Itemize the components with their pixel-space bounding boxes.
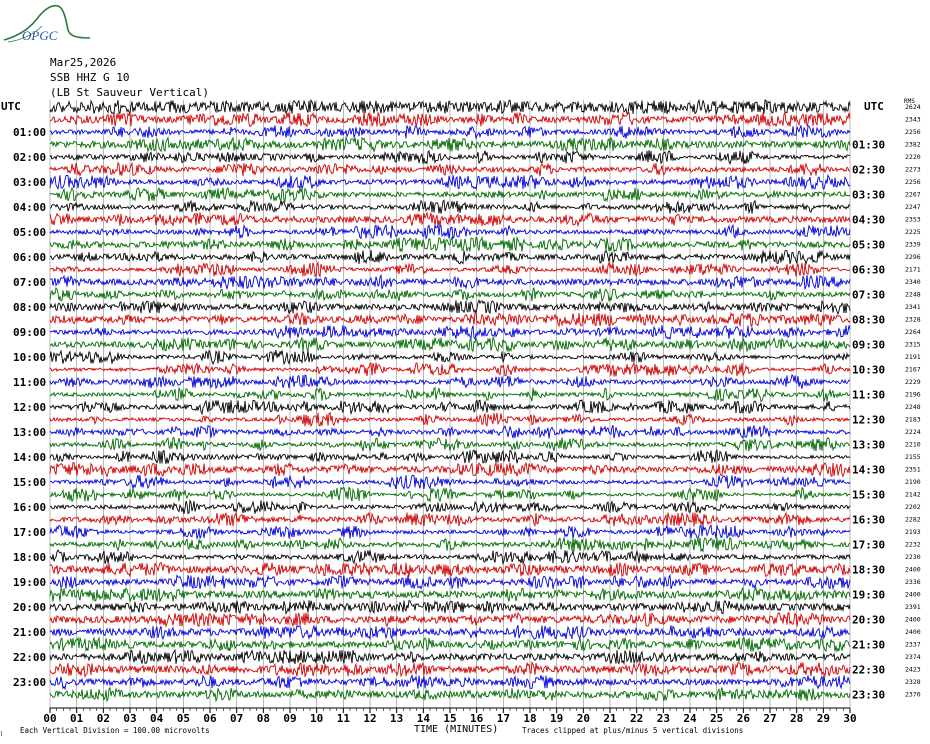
rms-value: 2229 (905, 378, 921, 386)
rms-value: 2400 (905, 565, 921, 574)
x-tick-label: 12 (363, 712, 377, 725)
x-tick-label: 08 (256, 712, 270, 725)
x-tick-label: 04 (150, 712, 164, 725)
right-hour-label: 17:30 (852, 538, 886, 552)
x-tick-label: 06 (203, 712, 217, 725)
rms-value: 2400 (905, 628, 921, 636)
rms-value: 2232 (905, 540, 921, 549)
left-hour-label: 22:00 (13, 651, 47, 664)
opgc-logo (4, 6, 90, 43)
left-hour-label: 05:00 (13, 226, 47, 239)
x-tick-label: 21 (603, 712, 617, 725)
right-hour-label: 02:30 (852, 163, 886, 177)
rms-value: 2247 (905, 203, 921, 211)
rms-value: 2328 (905, 315, 921, 324)
left-hour-label: 12:00 (13, 401, 47, 414)
rms-value: 2267 (905, 190, 921, 199)
plot-date: Mar25,2026 (50, 56, 117, 69)
rms-value: 2400 (905, 615, 921, 624)
right-hour-labels (852, 139, 885, 702)
right-hour-label: 01:30 (852, 138, 886, 152)
left-hour-label: 07:00 (13, 276, 47, 289)
x-tick-label: 30 (843, 712, 857, 725)
station-code: SSB HHZ G 10 (50, 71, 130, 84)
x-tick-label: 02 (96, 712, 110, 725)
rms-value: 2167 (905, 365, 921, 374)
x-tick-label: 18 (523, 712, 537, 725)
rms-value: 2282 (905, 515, 921, 524)
right-hour-label: 04:30 (852, 213, 886, 227)
left-hour-label: 21:00 (13, 626, 47, 639)
left-hour-label: 08:00 (13, 301, 47, 314)
rms-value: 2400 (905, 590, 921, 599)
rms-value: 2340 (905, 278, 921, 286)
left-hour-label: 09:00 (13, 326, 47, 339)
left-hour-label: 20:00 (13, 601, 47, 614)
rms-value: 2155 (905, 453, 921, 461)
x-tick-label: 13 (390, 712, 404, 725)
rms-value: 2142 (905, 490, 921, 499)
x-tick-label: 05 (176, 712, 190, 725)
right-hour-label: 07:30 (852, 288, 886, 302)
left-hour-label: 13:00 (13, 426, 47, 439)
rms-value: 2191 (905, 353, 921, 361)
rms-value: 2256 (905, 128, 921, 136)
right-hour-label: 05:30 (852, 238, 886, 252)
left-hour-label: 15:00 (13, 476, 47, 489)
x-tick-label: 27 (763, 712, 777, 725)
x-tick-label: 11 (336, 712, 350, 725)
x-tick-label: 23 (656, 712, 670, 725)
rms-value: 2256 (905, 178, 921, 186)
left-hour-label: 17:00 (13, 526, 47, 539)
rms-value: 2220 (905, 153, 921, 161)
left-hour-label: 02:00 (13, 151, 47, 164)
right-utc-title: UTC (864, 100, 884, 113)
x-tick-label: 16 (470, 712, 484, 725)
left-hour-label: 11:00 (13, 376, 47, 389)
left-hour-label: 04:00 (13, 201, 47, 214)
rms-value: 2624 (905, 103, 921, 111)
rms-value: 2210 (905, 440, 921, 449)
right-hour-label: 18:30 (852, 563, 886, 577)
x-tick-label: 09 (283, 712, 297, 725)
right-hour-label: 22:30 (852, 663, 886, 677)
logo-text: OPGC (22, 28, 58, 43)
rms-value: 2190 (905, 478, 921, 486)
x-axis-label: TIME (MINUTES) (414, 724, 499, 735)
rms-value: 2193 (905, 528, 921, 536)
ruler-mark: ꟾ (1, 732, 3, 738)
right-hour-label: 03:30 (852, 188, 886, 202)
right-hour-label: 09:30 (852, 338, 886, 352)
x-tick-label: 22 (630, 712, 644, 725)
right-hour-label: 14:30 (852, 463, 886, 477)
x-tick-label: 03 (123, 712, 137, 725)
left-hour-label: 03:00 (13, 176, 47, 189)
scale-note: Each Vertical Division = 100.00 microvolts (20, 726, 210, 735)
rms-value: 2337 (905, 640, 921, 649)
x-tick-label: 17 (496, 712, 510, 725)
rms-value: 2248 (905, 403, 921, 411)
rms-header: RMS (904, 98, 915, 105)
x-tick-label: 14 (416, 712, 430, 725)
right-hour-label: 12:30 (852, 413, 886, 427)
rms-values (905, 103, 921, 699)
rms-value: 2374 (905, 653, 921, 661)
rms-value: 2423 (905, 665, 921, 674)
rms-value: 2264 (905, 328, 921, 336)
rms-value: 2391 (905, 603, 921, 611)
right-hour-label: 08:30 (852, 313, 886, 327)
rms-value: 2296 (905, 253, 921, 261)
left-hour-label: 16:00 (13, 501, 47, 514)
rms-value: 2202 (905, 503, 921, 511)
x-tick-label: 20 (576, 712, 590, 725)
right-hour-label: 11:30 (852, 388, 886, 402)
x-tick-label: 07 (230, 712, 244, 725)
x-tick-label: 28 (790, 712, 804, 725)
x-tick-label: 10 (310, 712, 324, 725)
rms-value: 2225 (905, 228, 921, 236)
x-axis-ticks (43, 708, 856, 725)
rms-value: 2341 (905, 303, 921, 311)
left-hour-label: 19:00 (13, 576, 47, 589)
right-hour-label: 15:30 (852, 488, 886, 502)
rms-value: 2171 (905, 265, 921, 274)
rms-value: 2196 (905, 390, 921, 399)
rms-value: 2230 (905, 553, 921, 561)
right-hour-label: 16:30 (852, 513, 886, 527)
rms-value: 2328 (905, 678, 921, 686)
right-hour-label: 06:30 (852, 263, 886, 277)
right-hour-label: 20:30 (852, 613, 886, 627)
x-tick-label: 26 (736, 712, 750, 725)
right-hour-label: 10:30 (852, 363, 886, 377)
left-hour-label: 10:00 (13, 351, 47, 364)
station-location: (LB St Sauveur Vertical) (50, 86, 209, 99)
rms-value: 2351 (905, 465, 921, 474)
left-utc-title: UTC (1, 100, 21, 113)
x-tick-label: 15 (443, 712, 457, 725)
rms-value: 2343 (905, 115, 921, 124)
right-hour-label: 19:30 (852, 588, 886, 602)
right-hour-label: 21:30 (852, 638, 886, 652)
rms-value: 2353 (905, 215, 921, 224)
left-hour-labels (13, 126, 46, 689)
x-tick-label: 25 (710, 712, 724, 725)
right-hour-label: 13:30 (852, 438, 886, 452)
x-tick-label: 01 (70, 712, 84, 725)
left-hour-label: 14:00 (13, 451, 47, 464)
rms-value: 2183 (905, 415, 921, 424)
x-tick-label: 00 (43, 712, 57, 725)
rms-value: 2339 (905, 240, 921, 249)
rms-value: 2336 (905, 578, 921, 586)
right-hour-label: 23:30 (852, 688, 886, 702)
x-tick-label: 19 (550, 712, 564, 725)
rms-value: 2382 (905, 140, 921, 149)
left-hour-label: 23:00 (13, 676, 47, 689)
left-hour-label: 18:00 (13, 551, 47, 564)
left-hour-label: 06:00 (13, 251, 47, 264)
x-tick-label: 29 (816, 712, 830, 725)
rms-value: 2248 (905, 290, 921, 299)
clip-note: Traces clipped at plus/minus 5 vertical divisions (522, 726, 744, 735)
rms-value: 2224 (905, 428, 921, 436)
x-tick-label: 24 (683, 712, 697, 725)
rms-value: 2370 (905, 690, 921, 699)
rms-value: 2273 (905, 165, 921, 174)
rms-value: 2315 (905, 340, 921, 349)
left-hour-label: 01:00 (13, 126, 47, 139)
